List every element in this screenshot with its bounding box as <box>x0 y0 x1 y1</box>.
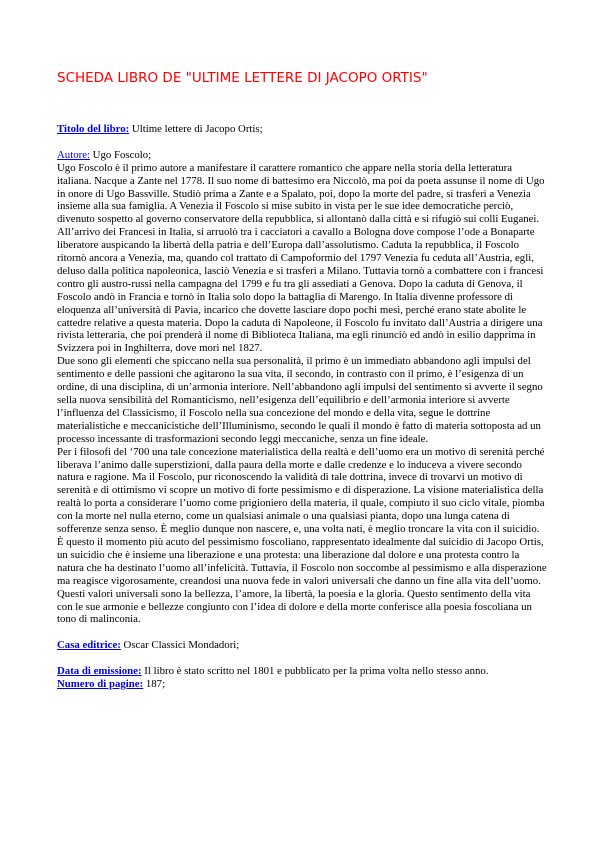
document-title: SCHEDA LIBRO DE "ULTIME LETTERE DI JACOPO ORTIS" <box>57 70 428 86</box>
author-philosophy: Per i filosofi del ‘700 una tale concezione materialistica della realtà e dell’uomo era un motivo di serenità perché liberava l’animo dalle superstizioni, dalla paura della morte e dalle credenze e lo induceva a vivere secondo natura e ragione. Ma il Foscolo, pur riconoscendo la validità di tale dottrina, invece di trovarvi un motivo di serenità e di ottimismo vi scopre un motivo di forte pessimismo e di disperazione. La visione materialistica della realtà lo porta a considerare l’uomo come prigioniero della materia, il quale, compiuto il suo ciclo vitale, piomba con la morte nel nulla eterno, come un qualsiasi animale o una qualsiasi pianta, dopo una lunga catena di sofferenze senza senso. È meglio dunque non nascere, e, una volta nati, è meglio troncare la vita con il suicidio. È questo il momento più acuto del pessimismo foscoliano, rappresentato idealmente dal suicidio di Jacopo Ortis, un suicidio che è insieme una liberazione e una protesta: una liberazione dal dolore e una protesta contro la natura che ha destinato l’uomo all’infelicità. Tuttavia, il Foscolo non soccombe al pessimismo e alla disperazione ma reagisce vigorosamente, creandosi una nuova fede in valori universali che danno un fine alla vita dell’uomo. Questi valori universali sono la bellezza, l’amore, la libertà, la poesia e la gloria. Questo sentimento della vita con le sue armonie e bellezze congiunto con l’idea di dolore e della morte conferisce alla poesia foscoliana un tono di malinconia. <box>57 445 547 626</box>
author-field <box>57 149 547 162</box>
author-personality: Due sono gli elementi che spiccano nella sua personalità, il primo è un immediato abbandono agli impulsi del sentimento e delle passioni che agitarono la sua vita, il secondo, in contrasto con il primo, è l’esigenza di un ordine, di una disciplina, di un’armonia interiore. Nell’abbandono agli impulsi del sentimento si avverte il segno sella nuova sensibilità del Romanticismo, nell’esigenza dell’equilibrio e dell’armonia interiore si avverte l’influenza del Classicismo, il Foscolo nella sua concezione del mondo e della vita, segue le dottrine materialistiche e meccanicistiche dell’Illuminismo, secondo le quali il mondo è fatto di materia sottoposta ad un processo incessante di trasformazioni secondo leggi meccaniche, senza un fine ideale. <box>57 355 543 445</box>
book-title-field <box>57 123 547 136</box>
spacer <box>57 626 547 639</box>
publication-date-label: Data di emissione: <box>57 665 142 678</box>
publisher-value: Oscar Classici Mondadori; <box>120 639 240 652</box>
page-count-value: 187; <box>143 677 166 690</box>
page-count-label: Numero di pagine: <box>57 677 144 690</box>
author-biography: Ugo Foscolo è il primo autore a manifestare il carattere romantico che appare nella storia della letteratura italiana. Nacque a Zante nel 1778. Il suo nome di battesimo era Niccolò, ma poi da poeta assunse il nome di Ugo in onore di Ugo Bassville. Studiò prima a Zante e a Spalato, poi, dopo la morte del padre, si trasferì a Venezia insieme alla sua famiglia. A Venezia il Foscolo si mise subito in vista per le sue idee democratiche perciò, divenuto sospetto al governo conservatore della repubblica, si allontanò dalla città e si rifugiò sui colli Euganei. All’arrivo dei Francesi in Italia, si arruolò tra i cacciatori a cavallo a Bologna dove compose l’ode a Bonaparte liberatore auspicando la libertà della patria e dell’Europa dall’assolutismo. Caduta la repubblica, il Foscolo ritornò ancora a Venezia, ma, quando col trattato di Campoformio del 1797 Venezia fu ceduta all’Austria, egli, deluso dalla politica napoleonica, lasciò Venezia e si trasferì a Milano. Tuttavia tornò a combattere con i francesi contro gli austro-russi nella campagna del 1799 e fu tra gli assediati a Genova. Dopo la caduta di Genova, il Foscolo andò in Francia e tornò in Italia solo dopo la battaglia di Marengo. In Italia divenne professore di eloquenza all’università di Pavia, incarico che dovette lasciare dopo pochi mesi, perché erano state abolite le cattedre relative a questa materia. Dopo la caduta di Napoleone, il Foscolo fu invitato dall’Austria a dirigere una rivista letteraria, che poi prenderà il nome di Biblioteca Italiana, ma egli rinunciò ed andò in esilio dapprima in Svizzera poi in Inghilterra, dove morì nel 1827. <box>57 161 545 355</box>
author-label: Autore: <box>57 148 90 161</box>
book-title-label: Titolo del libro: <box>57 123 130 135</box>
book-title-value: Ultime lettere di Jacopo Ortis; <box>129 123 263 135</box>
page-count-field <box>57 678 547 691</box>
publisher-field <box>57 639 547 652</box>
document-body <box>57 123 547 691</box>
publisher-label: Casa editrice: <box>57 639 121 652</box>
author-value: Ugo Foscolo; <box>89 148 152 161</box>
publication-date-field <box>57 665 547 678</box>
spacer <box>57 136 547 149</box>
spacer <box>57 652 547 665</box>
publication-date-value: Il libro è stato scritto nel 1801 e pubblicato per la prima volta nello stesso anno. <box>141 665 489 678</box>
